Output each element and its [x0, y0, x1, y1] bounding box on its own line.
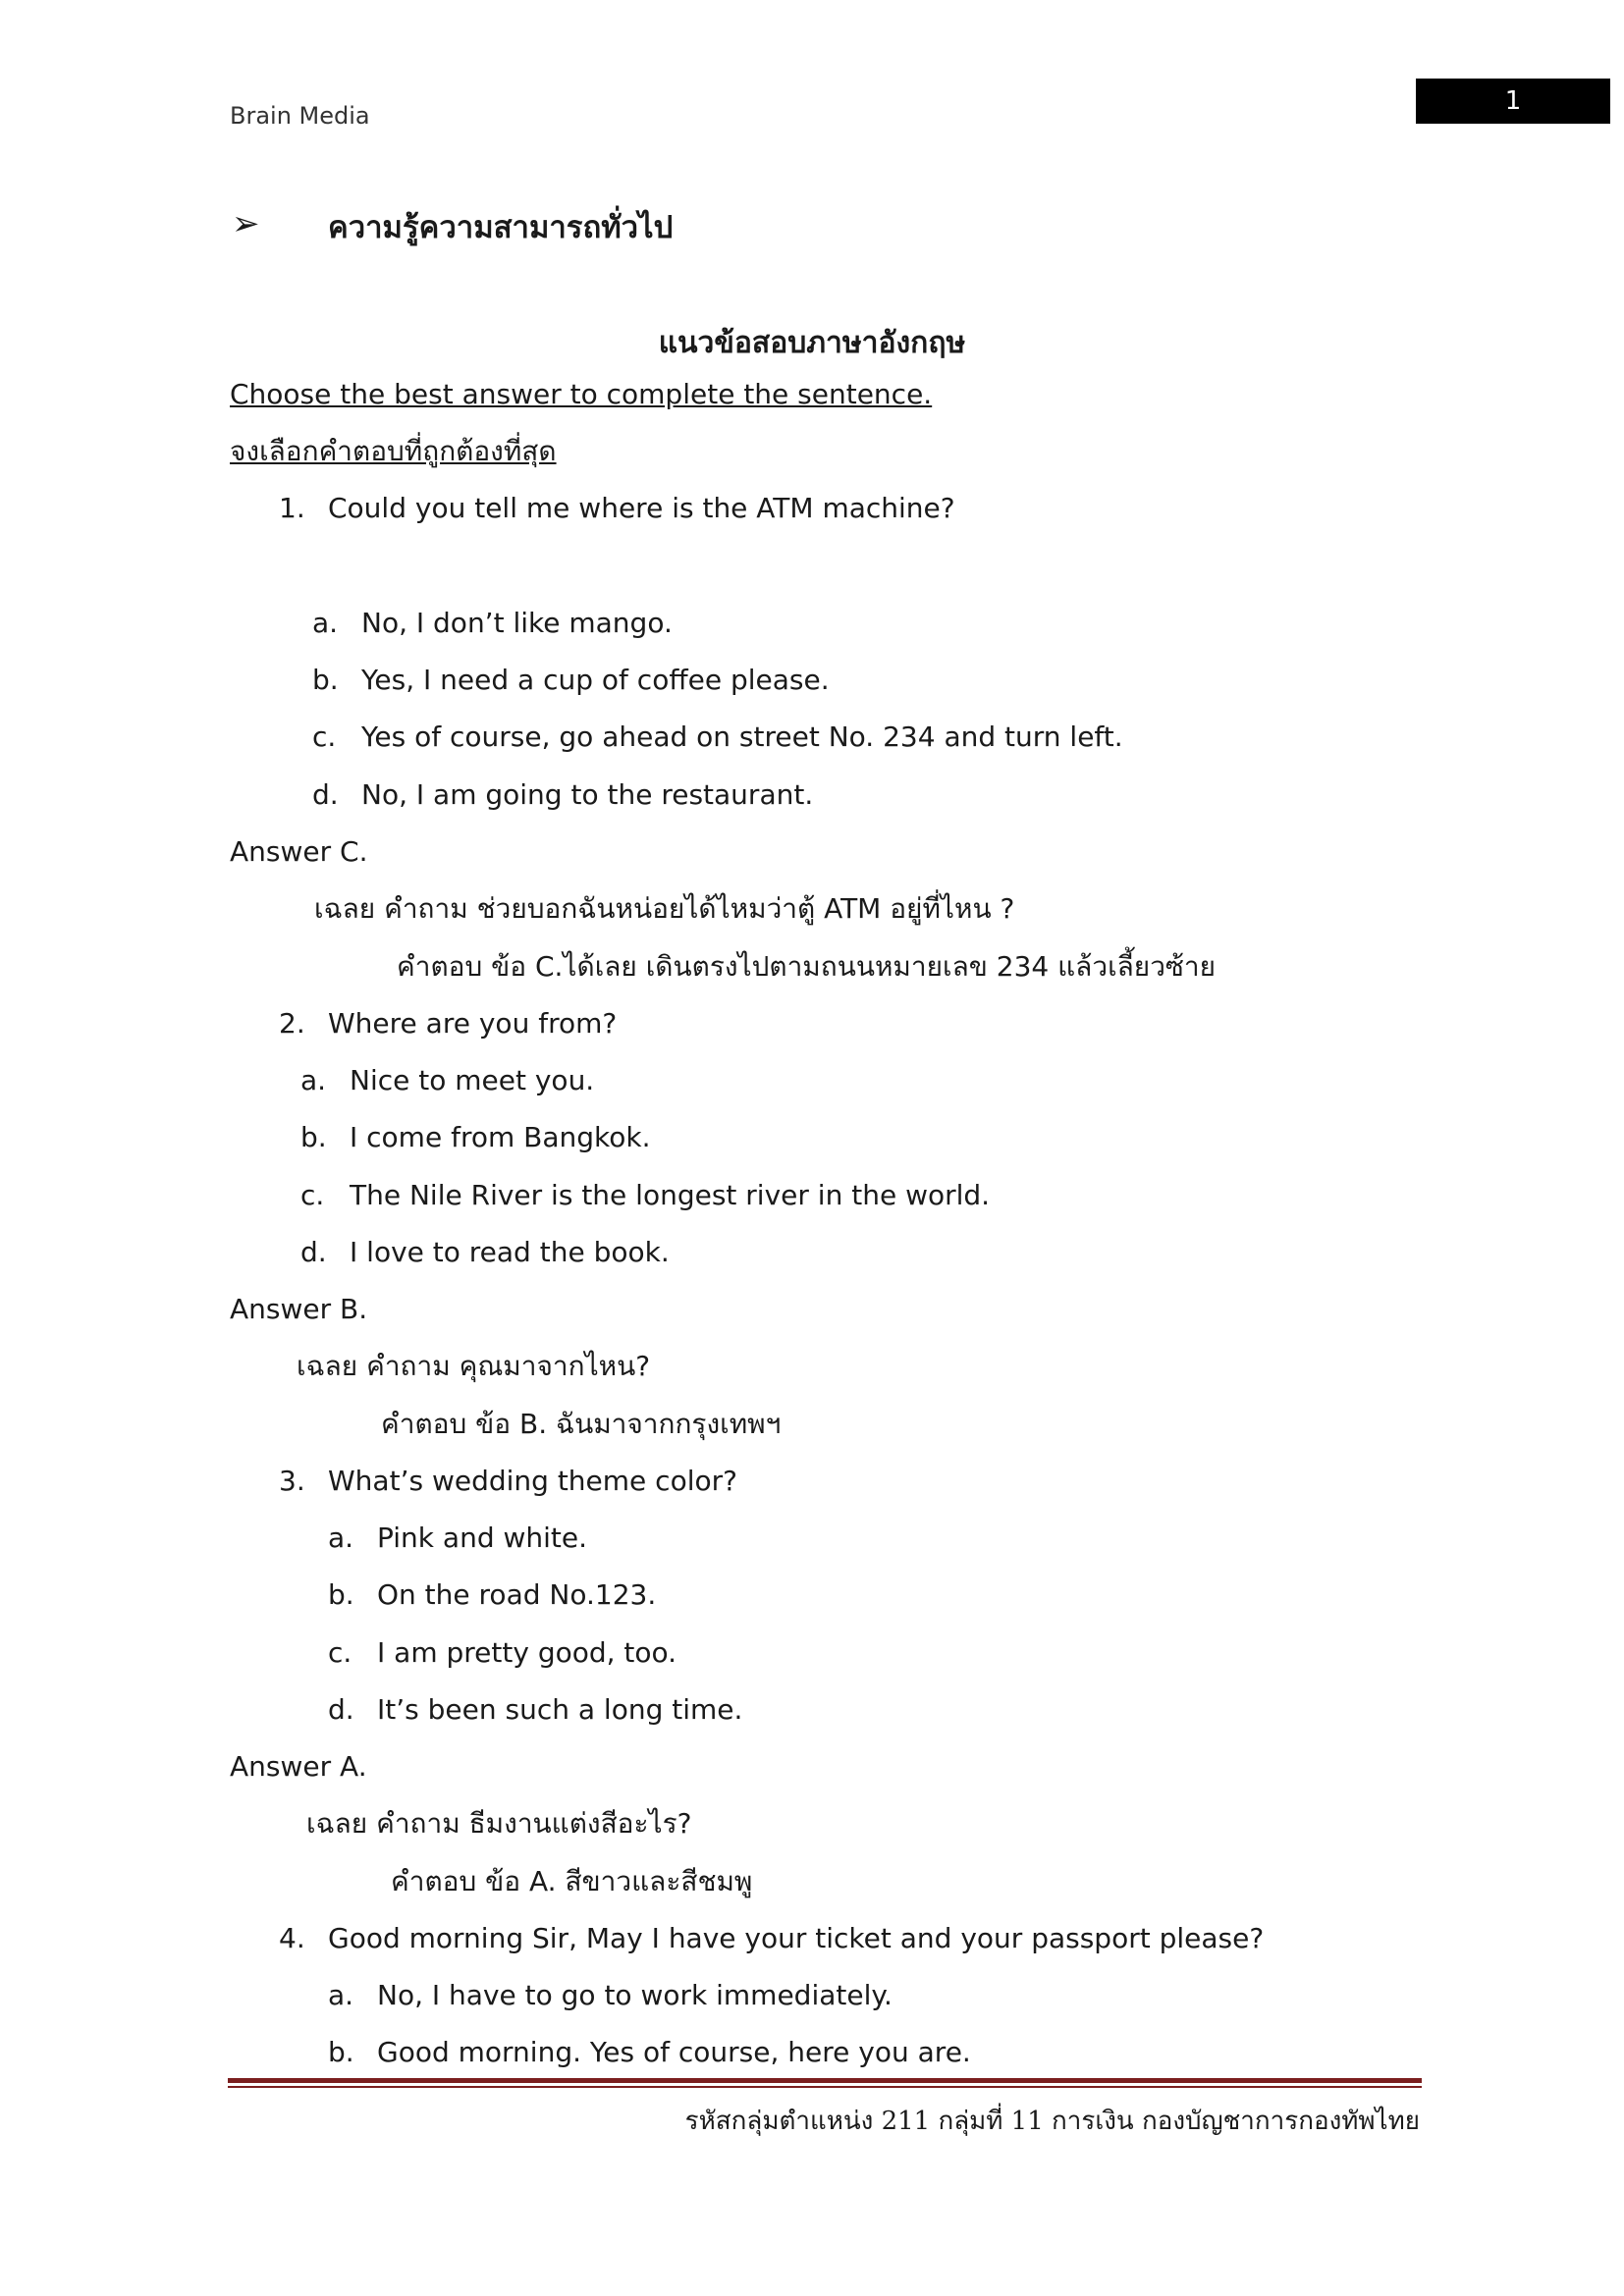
instruction-thai: จงเลือกคำตอบที่ถูกต้องที่สุด	[230, 435, 557, 467]
footer-text: รหัสกลุ่มตำแหน่ง 211 กลุ่มที่ 11 การเงิน กองบัญชาการกองทัพไทย	[684, 2107, 1420, 2136]
section-heading	[232, 202, 919, 251]
q4-option-b: Good morning. Yes of course, here you are.	[377, 2036, 971, 2068]
q3-option-d: It’s been such a long time.	[377, 1693, 743, 1726]
q1-option-a: No, I don’t like mango.	[361, 607, 673, 639]
q3-answer: Answer A.	[230, 1750, 367, 1783]
q2-answer: Answer B.	[230, 1293, 368, 1325]
footer-divider	[228, 2078, 1422, 2083]
q1-option-b: Yes, I need a cup of coffee please.	[361, 664, 830, 696]
q3-option-a: Pink and white.	[377, 1522, 588, 1554]
q2-option-c-letter: c.	[300, 1179, 325, 1211]
q3-option-b: On the road No.123.	[377, 1578, 657, 1611]
q1-option-d-letter: d.	[312, 778, 339, 811]
q1-option-c-letter: c.	[312, 721, 337, 753]
q4-option-b-letter: b.	[328, 2036, 354, 2068]
footer-divider-thin	[228, 2086, 1422, 2088]
question-4-text: Good morning Sir, May I have your ticket and your passport please?	[328, 1922, 1265, 1954]
q2-option-b-letter: b.	[300, 1121, 327, 1153]
q2-option-d: I love to read the book.	[350, 1236, 670, 1268]
q1-option-c: Yes of course, go ahead on street No. 234 and turn left.	[361, 721, 1123, 753]
q3-explain-answer: คำตอบ ข้อ A. สีขาวและสีชมพู	[391, 1865, 753, 1897]
q3-option-c: I am pretty good, too.	[377, 1636, 677, 1669]
header-brand: Brain Media	[230, 102, 370, 130]
q3-option-a-letter: a.	[328, 1522, 354, 1554]
q4-option-a-letter: a.	[328, 1979, 354, 2011]
question-3-text: What’s wedding theme color?	[328, 1465, 737, 1497]
q2-option-a: Nice to meet you.	[350, 1064, 595, 1096]
q1-explain-question: เฉลย คำถาม ช่วยบอกฉันหน่อยได้ไหมว่าตู้ ATM อยู่ที่ไหน ?	[314, 892, 1015, 925]
question-2-text: Where are you from?	[328, 1007, 618, 1040]
q2-option-a-letter: a.	[300, 1064, 327, 1096]
q1-option-d: No, I am going to the restaurant.	[361, 778, 814, 811]
section-heading-text: ความรู้ความสามารถทั่วไป	[328, 210, 674, 245]
q3-option-b-letter: b.	[328, 1578, 354, 1611]
q1-option-a-letter: a.	[312, 607, 339, 639]
q3-option-c-letter: c.	[328, 1636, 352, 1669]
question-1-text: Could you tell me where is the ATM machine?	[328, 492, 955, 524]
q2-explain-question: เฉลย คำถาม คุณมาจากไหน?	[297, 1350, 651, 1382]
q2-explain-answer: คำตอบ ข้อ B. ฉันมาจากกรุงเทพฯ	[381, 1408, 782, 1440]
page-title: แนวข้อสอบภาษาอังกฤษ	[658, 326, 966, 360]
q2-option-c: The Nile River is the longest river in the world.	[350, 1179, 991, 1211]
q2-option-b: I come from Bangkok.	[350, 1121, 651, 1153]
q1-answer: Answer C.	[230, 835, 368, 868]
q1-explain-answer: คำตอบ ข้อ C.ได้เลย เดินตรงไปตามถนนหมายเลข 234 แล้วเลี้ยวซ้าย	[397, 950, 1217, 983]
q1-option-b-letter: b.	[312, 664, 339, 696]
arrow-bullet-icon: ➢	[232, 204, 260, 243]
question-2-number: 2.	[279, 1007, 305, 1040]
q3-option-d-letter: d.	[328, 1693, 354, 1726]
question-1-number: 1.	[279, 492, 305, 524]
q4-option-a: No, I have to go to work immediately.	[377, 1979, 893, 2011]
page-number: 1	[1416, 79, 1610, 124]
instruction-english: Choose the best answer to complete the sentence.	[230, 378, 933, 410]
q2-option-d-letter: d.	[300, 1236, 327, 1268]
question-4-number: 4.	[279, 1922, 305, 1954]
q3-explain-question: เฉลย คำถาม ธีมงานแต่งสีอะไร?	[306, 1807, 692, 1840]
question-3-number: 3.	[279, 1465, 305, 1497]
